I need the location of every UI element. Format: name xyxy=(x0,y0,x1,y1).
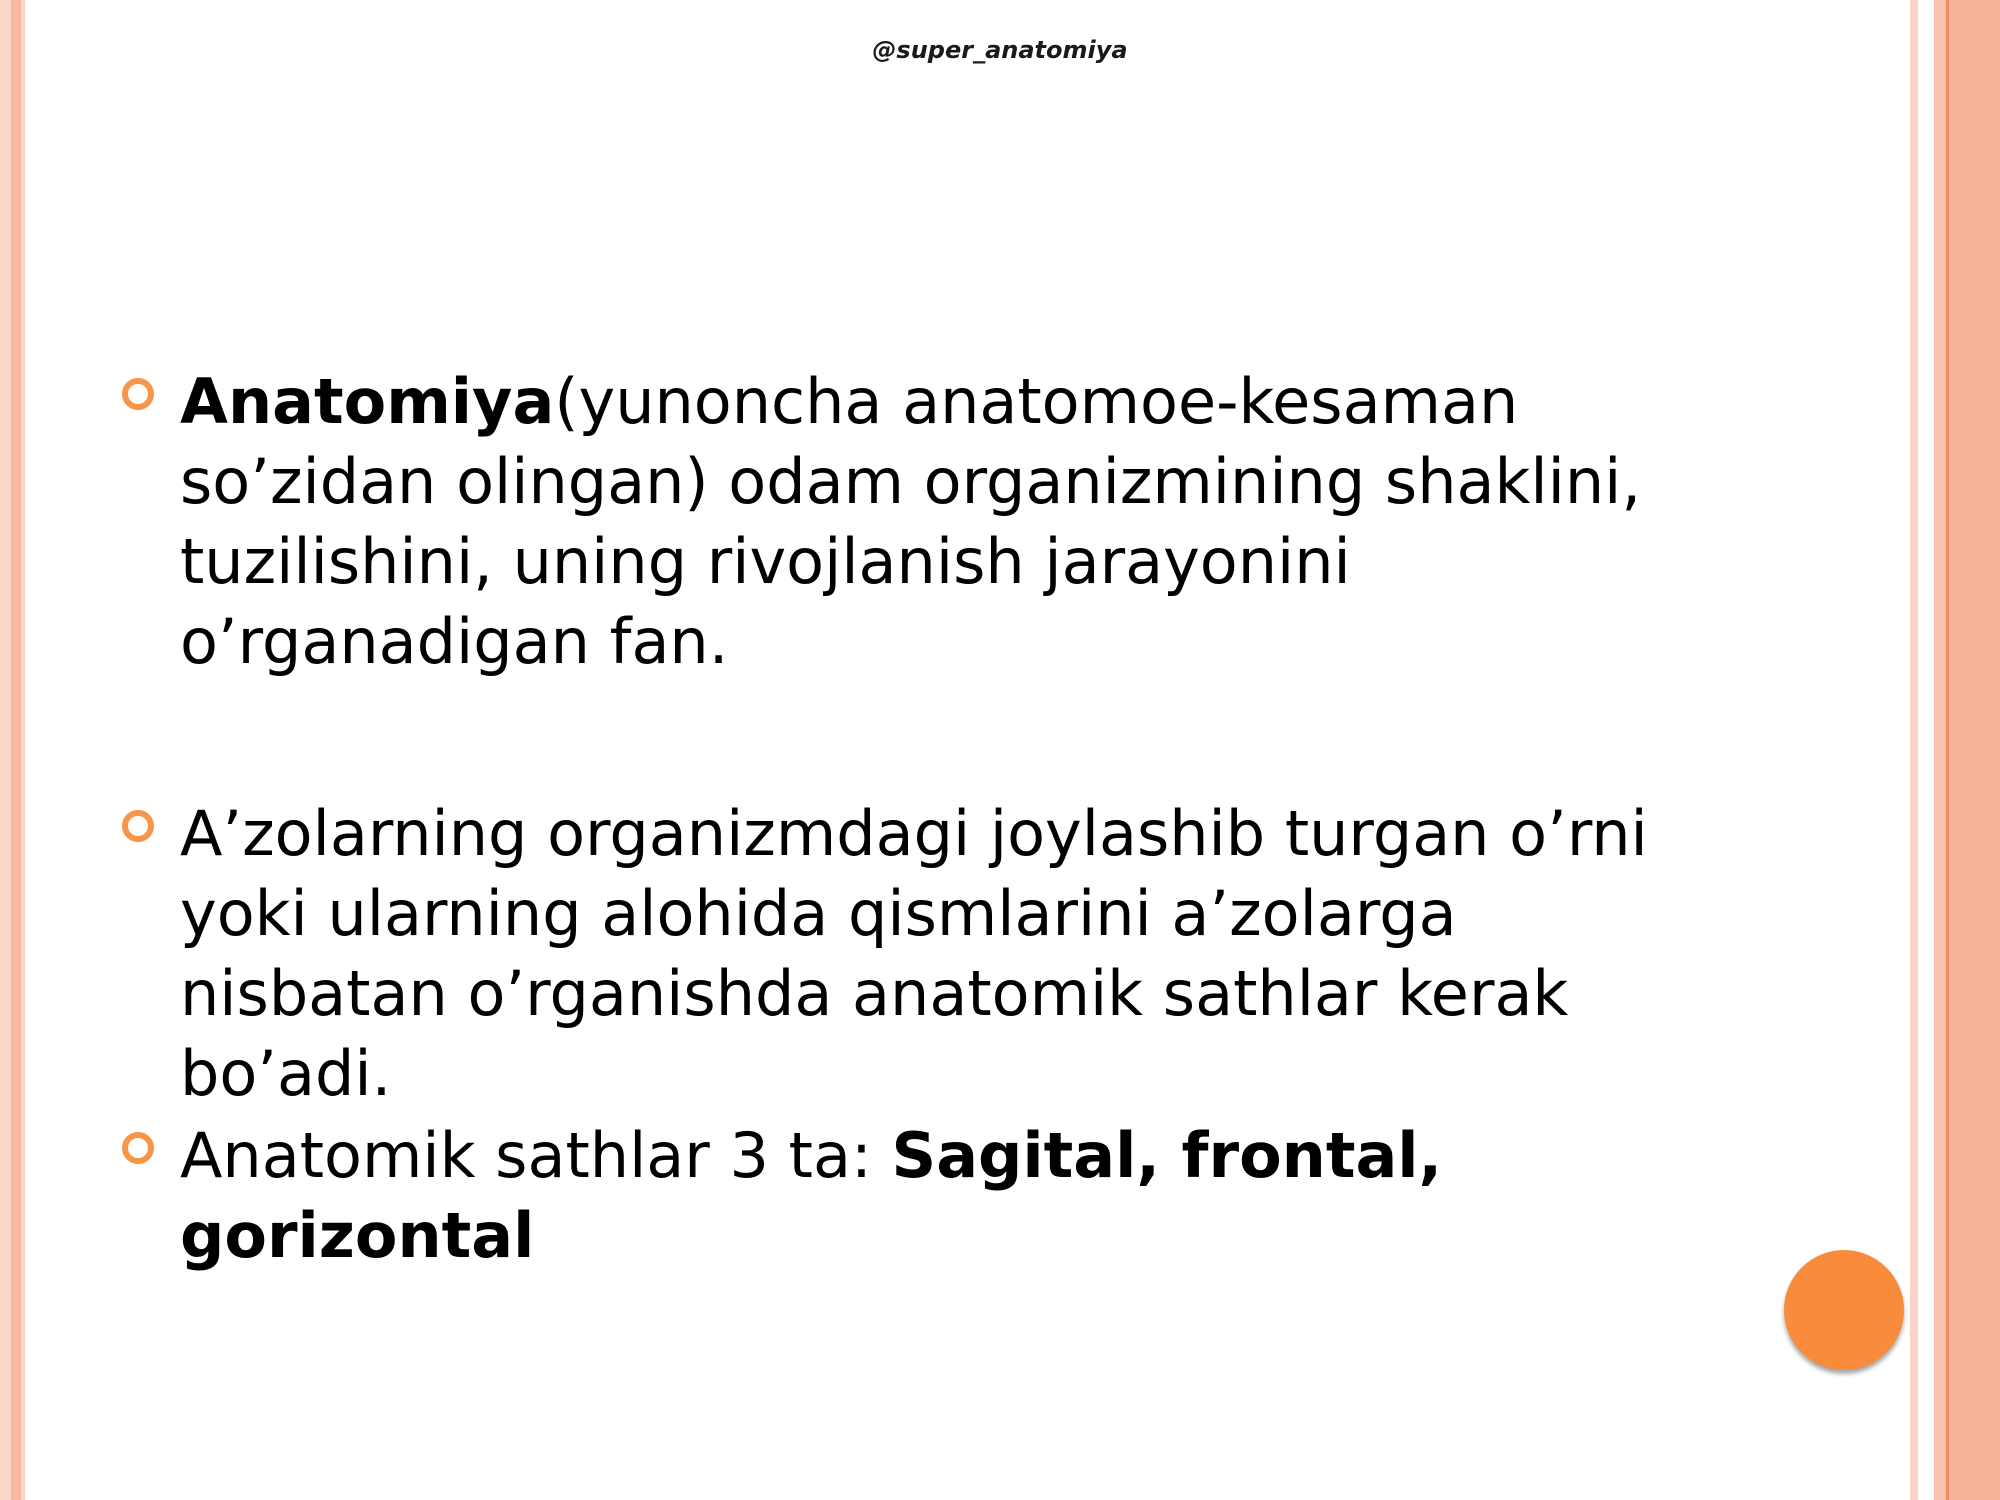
bullet-ring-icon xyxy=(122,810,154,842)
decorative-orange-circle xyxy=(1784,1250,1904,1370)
bullet-2-text: A’zolarning organizmdagi joylashib turgan o’rni yoki ularning alohida qismlarini a’zolarga nisbatan o’rganishda anatomik sathlar kerak bo’adi. xyxy=(180,797,1648,1110)
bullet-ring-icon xyxy=(122,1132,154,1164)
bullet-item-2 xyxy=(120,794,1680,1114)
bullet-item-3 xyxy=(120,1116,1680,1276)
slide-body xyxy=(120,362,1680,1276)
planes-list: Sagital, frontal, gorizontal xyxy=(180,1119,1443,1272)
bullet-ring-icon xyxy=(122,378,154,410)
bullet-item-1 xyxy=(120,362,1680,682)
watermark-text: @super_anatomiya xyxy=(872,36,1128,64)
right-border-stripe-2 xyxy=(1934,0,1946,1500)
right-border-stripe-1 xyxy=(1910,0,1918,1500)
bullet-3-text: Anatomik sathlar 3 ta: xyxy=(180,1119,892,1192)
term-anatomiya: Anatomiya xyxy=(180,365,555,438)
right-border-band xyxy=(1949,0,2000,1500)
left-border-line xyxy=(11,0,21,1500)
right-border-gap xyxy=(1922,0,1934,1500)
bullet-1-text: (yunoncha anatomoe-kesaman so’zidan olingan) odam organizmining shaklini, tuzilishini, uning rivojlanish jarayonini o’rganadigan fan. xyxy=(180,365,1642,678)
